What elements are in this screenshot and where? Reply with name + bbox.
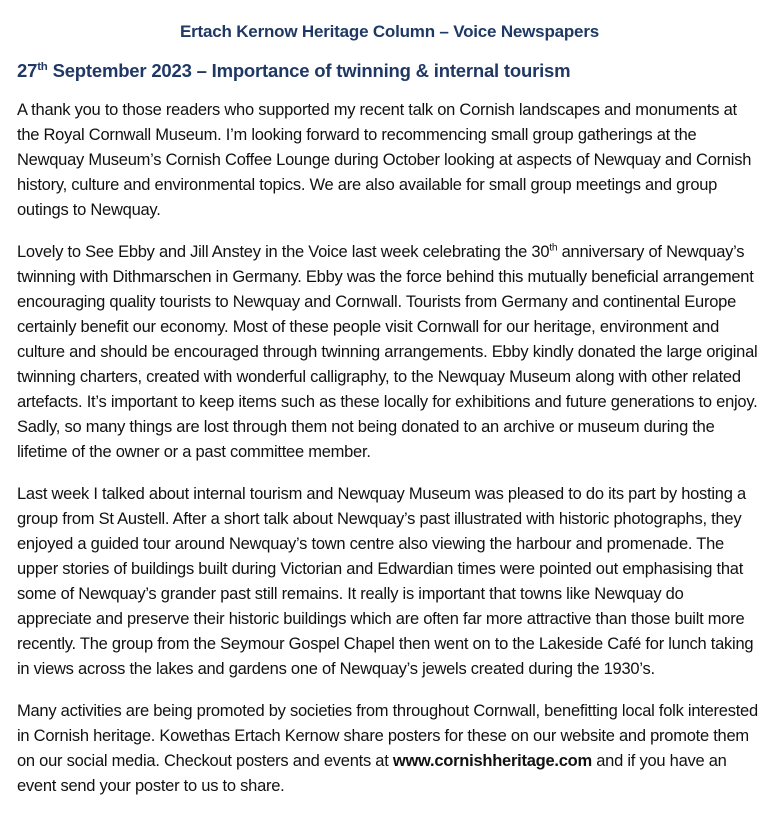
- column-title: Ertach Kernow Heritage Column – Voice Newspapers: [180, 22, 599, 41]
- ordinal-superscript: th: [549, 242, 558, 254]
- paragraph: [17, 482, 762, 682]
- ordinal-superscript: th: [37, 60, 48, 73]
- text-run: anniversary of Newquay’s twinning with Dithmarschen in Germany. Ebby was the force behind this mutually beneficial arrangement encouraging quality tourists to Newquay and Cornwall. Tourists from Germany and continental Europe certainly benefit our economy. Most of these people visit Cornwall for our heritage, environment and culture and should be encouraged through twinning arrangements. Ebby kindly donated the large original twinning charters, created with wonderful calligraphy, to the Newquay Museum along with other related artefacts. It’s important to keep items such as these locally for exhibitions and future generations to enjoy. Sadly, so many things are lost through them not being donated to an archive or museum during the lifetime of the owner or a past committee member.: [17, 243, 758, 461]
- paragraph: [17, 98, 762, 223]
- article-body: [17, 98, 762, 799]
- text-run: Last week I talked about internal tourism and Newquay Museum was pleased to do its part by hosting a group from St Austell. After a short talk about Newquay’s past illustrated with historic photographs, they enjoyed a guided tour around Newquay’s town centre also viewing the harbour and promenade. The upper stories of buildings built during Victorian and Edwardian times were pointed out emphasising that some of Newquay’s grander past still remains. It really is important that towns like Newquay do appreciate and preserve their historic buildings which are often far more attractive than those built more recently. The group from the Seymour Gospel Chapel then went on to the Lakeside Café for lunch taking in views across the lakes and gardens one of Newquay’s jewels created during the 1930’s.: [17, 485, 754, 678]
- text-run: Many activities are being promoted by societies from throughout Cornwall, benefitting local folk interested in Cornish heritage. Kowethas Ertach Kernow share posters for these on our website and promote them on our social media. Checkout posters and events at: [17, 702, 758, 770]
- article-heading: [17, 60, 762, 82]
- text-run: 27: [17, 60, 38, 81]
- paragraph: [17, 240, 762, 465]
- text-run: Lovely to See Ebby and Jill Anstey in the Voice last week celebrating the 30: [17, 243, 550, 261]
- website-url: www.cornishheritage.com: [392, 752, 592, 770]
- text-run: and if you have an event send your poster to us to share.: [17, 752, 727, 795]
- paragraph: [17, 699, 762, 799]
- text-run: A thank you to those readers who supported my recent talk on Cornish landscapes and monuments at the Royal Cornwall Museum. I’m looking forward to recommencing small group gatherings at the Newquay Museum’s Cornish Coffee Lounge during October looking at aspects of Newquay and Cornish history, culture and environmental topics. We are also available for small group meetings and group outings to Newquay.: [17, 101, 752, 219]
- text-run: September 2023 – Importance of twinning & internal tourism: [47, 60, 571, 81]
